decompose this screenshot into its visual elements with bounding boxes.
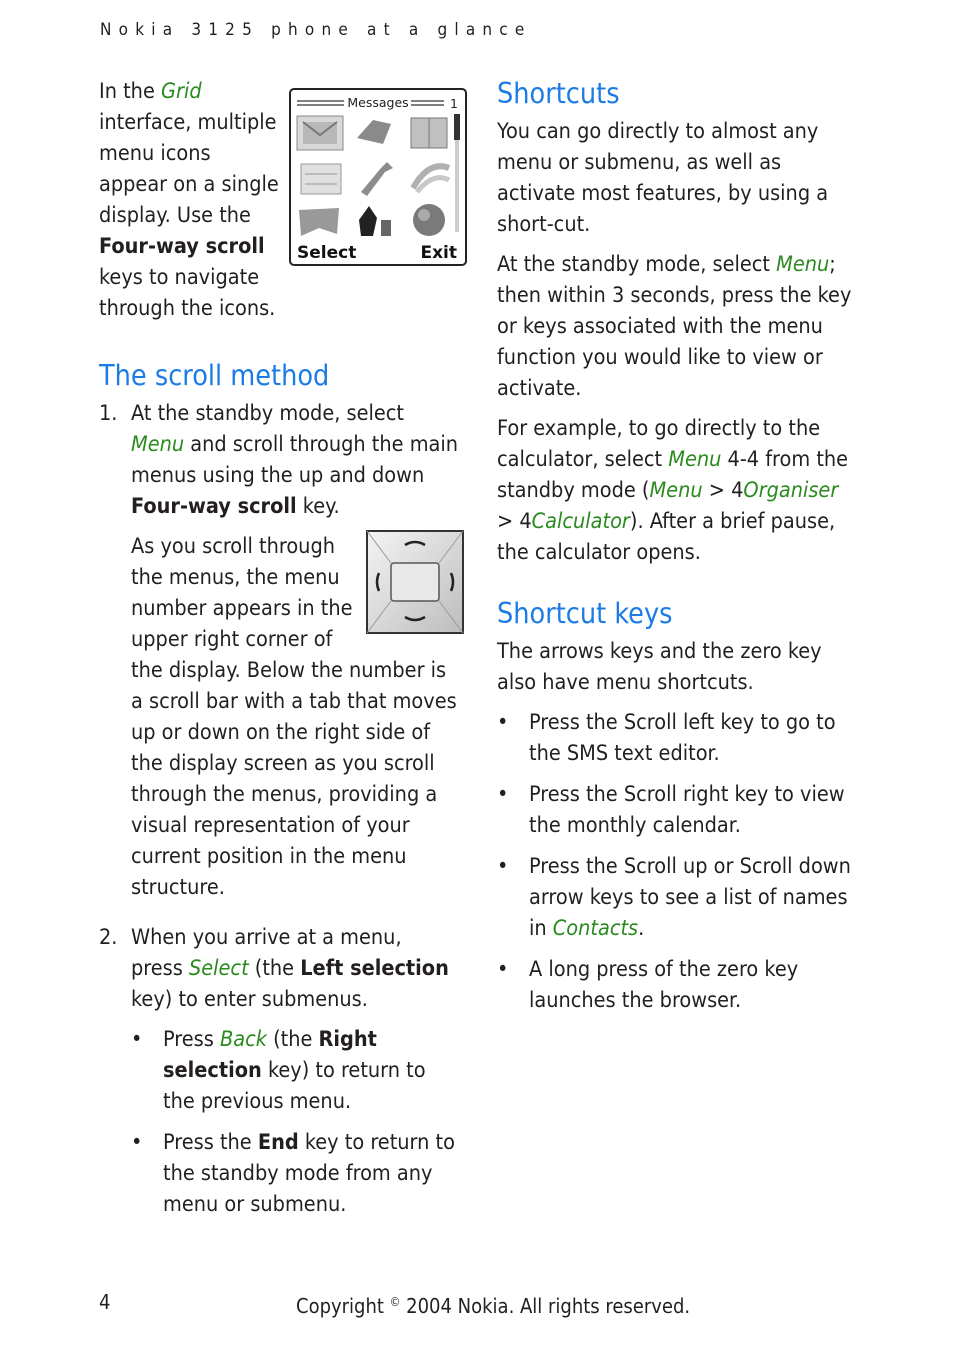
scroll-steps: [99, 398, 459, 1220]
exit-softkey: Exit: [420, 243, 457, 263]
step-1: 1. At the standby mode, select Menu and scroll through the main menus using the up and down Four-way scroll key. As you scroll through the menus, the menu number appears in the upper right corner of the display. Below the number is a scroll bar with a tab that moves up or down on the right side of the display screen as you scroll through the menus, providing a visual representation of your current position in the menu structure.: [99, 398, 459, 912]
screen-menu-number: 1: [450, 96, 458, 111]
select-term: Select: [188, 956, 249, 981]
shortcuts-paragraph-3: For example, to go directly to the calculator, select Menu 4-4 from the standby mode (Menu > 4Organiser > 4Calculator). After a brief pause, the calculator opens.: [497, 416, 849, 565]
left-column: [99, 76, 459, 1230]
shortcuts-paragraph-2: At the standby mode, select Menu; then within 3 seconds, press the key or keys associated with the menu function you would like to view or activate.: [497, 252, 852, 401]
list-item: • Press the Scroll up or Scroll down arrow keys to see a list of names in Contacts.: [497, 854, 851, 941]
four-way-scroll-term: Four-way scroll: [99, 234, 265, 259]
intro-paragraph: In the Grid interface, multiple menu icons appear on a single display. Use the Four-way scroll keys to navigate through the icons.: [99, 79, 279, 321]
step-number: 1.: [99, 401, 118, 426]
list-item: • Press the End key to return to the standby mode from any menu or submenu.: [131, 1130, 455, 1217]
grid-term: Grid: [161, 79, 202, 104]
list-item: • Press Back (the Right selection key) to return to the previous menu.: [131, 1027, 426, 1114]
step-2: 2. When you arrive at a menu, press Select (the Left selection key) to enter submenus. • Press Back (the Right selection key) to return to the previous menu. • Press the End key to return to the standby mode from any menu or submenu.: [99, 922, 459, 1220]
shortcut-keys-list: [497, 707, 857, 1016]
list-item: • Press the Scroll left key to go to the SMS text editor.: [497, 710, 836, 766]
select-softkey: Select: [297, 243, 357, 263]
right-column: [497, 76, 857, 1026]
back-term: Back: [219, 1027, 267, 1052]
four-way-scroll-key-image: [365, 529, 465, 635]
scroll-explanation: As you scroll through the menus, the menu number appears in the upper right corner of the display. Below the number is a scroll bar with a tab that moves up or down on the right side of the display screen as you scroll through the menus, providing a visual representation of your current position in the menu structure.: [131, 534, 457, 900]
copyright-notice: Copyright © 2004 Nokia. All rights reserved.: [296, 1294, 691, 1318]
scroll-method-heading: The scroll method: [99, 359, 330, 392]
list-item: • Press the Scroll right key to view the monthly calendar.: [497, 782, 845, 838]
contacts-term: Contacts: [552, 916, 639, 941]
step-2-sub-bullets: [131, 1024, 459, 1220]
running-header: Nokia 3125 phone at a glance: [100, 20, 532, 40]
phone-grid-screen-image: [289, 88, 467, 266]
menu-term: Menu: [131, 432, 185, 457]
shortcuts-heading: Shortcuts: [497, 77, 620, 110]
scroll-tab: [454, 114, 460, 140]
shortcut-keys-intro: The arrows keys and the zero key also have menu shortcuts.: [497, 639, 822, 695]
list-item: • A long press of the zero key launches the browser.: [497, 957, 799, 1013]
shortcut-keys-heading: Shortcut keys: [497, 597, 673, 630]
page-number: 4: [99, 1290, 111, 1314]
step-number: 2.: [99, 925, 118, 950]
shortcuts-paragraph-1: You can go directly to almost any menu or submenu, as well as activate most features, by using a short-cut.: [497, 119, 829, 237]
screen-title: Messages: [347, 95, 409, 110]
